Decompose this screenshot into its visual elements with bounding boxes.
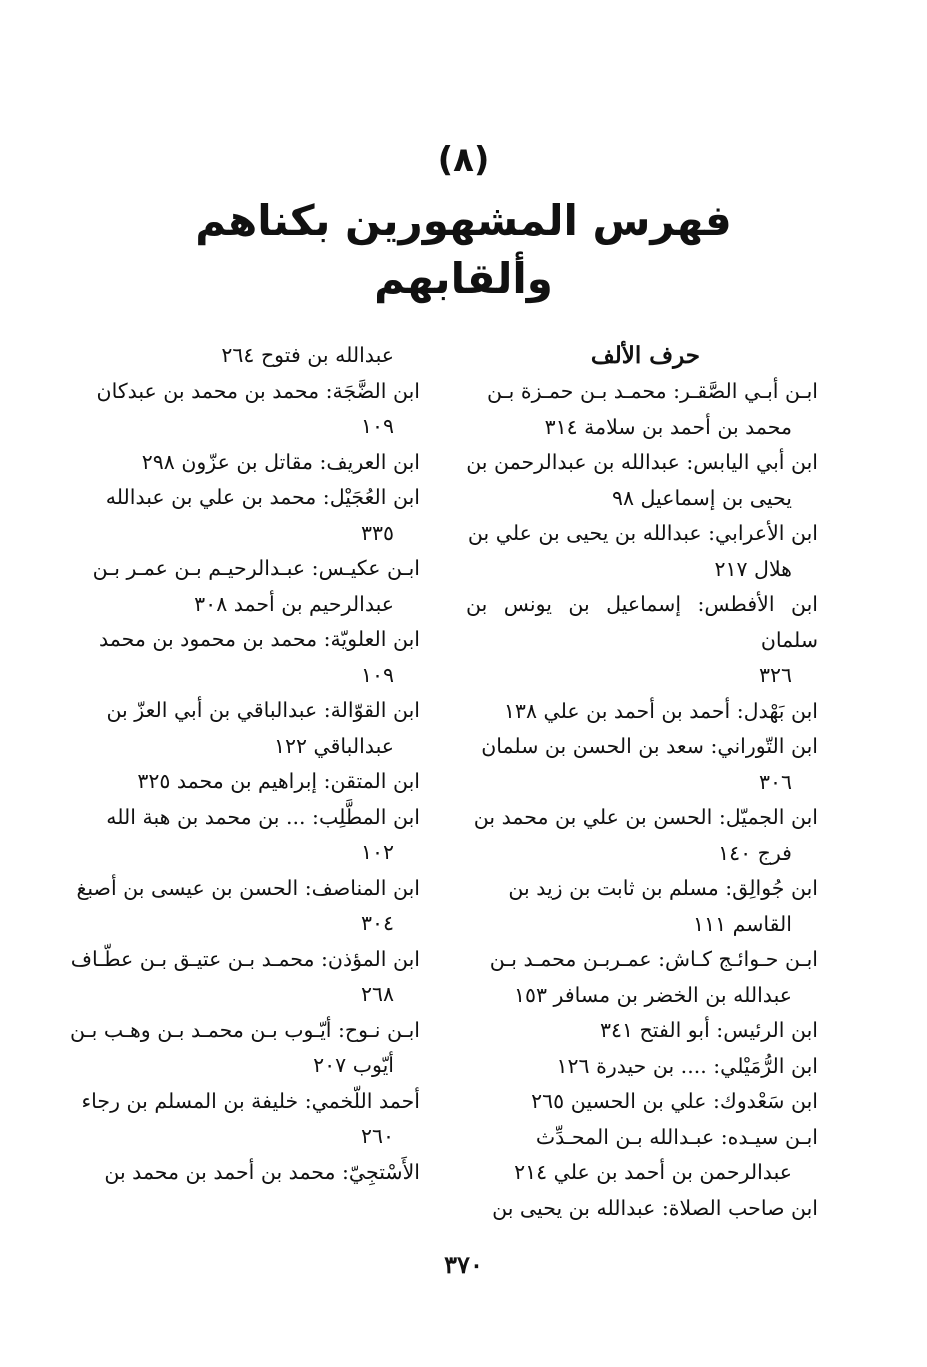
entry-line: ابن أبي اليابس: عبدالله بن عبدالرحمن بن [466,450,818,474]
index-entry [466,800,818,871]
entry-line: ابن التّوراني: سعد بن الحسن بن سلمان [481,734,818,758]
index-entry [466,445,818,516]
entry-line: ابـن سيـده: عبـدالله بـن المحـدِّث [535,1124,818,1149]
index-entry [66,374,420,445]
entry-line: ابـن حـوائـج كـاش: عمـربـن محمـد بـن [489,947,818,971]
title-line-1: فهرس المشهورين بكناهم [195,196,732,245]
entry-line: ابن صاحب الصلاة: عبدالله بن يحيى بن [492,1195,818,1220]
entry-line: أحمد اللّخمي: خليفة بن المسلم بن رجاء [81,1088,420,1113]
entry-continuation: ١٠٩ [360,414,394,438]
index-entry [66,480,420,551]
entry-continuation: أيّوب ٢٠٧ [313,1053,394,1077]
entry-continuation: ١٠٢ [360,840,394,864]
index-entry [466,1120,818,1191]
entry-continuation: عبدالله بن الخضر بن مسافر ١٥٣ [513,982,792,1007]
entry-line: ابن العُجَيْل: محمد بن علي بن عبدالله [105,485,420,509]
entry-continuation: عبدالباقي ١٢٢ [273,733,394,758]
index-entry [66,1084,420,1155]
entry-line: ابـن عكيـس: عبـدالرحيـم بـن عمـر بـن [92,556,420,580]
letter-heading: حرف الألف [590,342,700,369]
entry-continuation: القاسم ١١١ [693,911,792,936]
entry-continuation: ٣٠٤ [360,911,394,935]
right-column [466,338,818,1226]
entry-line: ابـن أبـي الصَّقـر: محمـد بـن حمـزة بـن [487,379,818,403]
entry-line: ابن الرُّمَيْلي: .... بن حيدرة ١٢٦ [556,1053,818,1078]
entry-continuation: ٣٣٥ [360,520,394,545]
index-entry [466,587,818,694]
index-entry [66,1155,420,1191]
index-entry [466,694,818,730]
entry-continuation: عبدالله بن فتوح ٢٦٤ [221,343,394,367]
entry-line: ابن العريف: مقاتل بن عزّون ٢٩٨ [141,449,420,474]
entry-continuation: عبدالرحمن بن أحمد بن علي ٢١٤ [514,1160,792,1184]
entry-continuation: ٢٦٨ [360,982,394,1006]
index-entry [466,942,818,1013]
section-number: (٨) [437,140,490,180]
index-entry [466,1049,818,1085]
entry-line: ابن الرئيس: أبو الفتح ٣٤١ [599,1018,818,1042]
page-number: ٣٧٠ [444,1250,483,1279]
entry-line: ابن المطَّلِب: ... بن محمد بن هبة الله [106,804,420,829]
index-entry [466,1013,818,1049]
entry-line: ابن الجميّل: الحسن بن علي بن محمد بن [473,805,818,829]
entry-line: ابن سَعْدوك: علي بن الحسين ٢٦٥ [531,1089,818,1113]
entry-line: ابن العلويّة: محمد بن محمود بن محمد [99,627,420,651]
left-column [66,338,420,1190]
entry-line: الأَسْتجِيّ: محمد بن أحمد بن محمد بن [104,1159,420,1184]
entry-continuation: ٢٦٠ [360,1124,394,1148]
entry-line: ابن بَهْدل: أحمد بن أحمد بن علي ١٣٨ [503,698,818,723]
title-line-2: وألقابهم [374,254,553,303]
index-entry [66,942,420,1013]
entry-line: ابـن نـوح: أيّـوب بـن محمـد بـن وهـب بـن [70,1017,420,1042]
entry-line: ابن الضَّجَة: محمد بن محمد بن عبدكان [96,378,420,403]
index-entry [66,338,420,374]
index-title [0,192,927,308]
entry-line: ابن القوّالة: عبدالباقي بن أبي العزّ بن [106,698,420,722]
index-entry [66,693,420,764]
entry-line: ابن المتقن: إبراهيم بن محمد ٣٢٥ [137,769,420,793]
index-entry [466,1191,818,1227]
index-entry [66,1013,420,1084]
entry-continuation: هلال ٢١٧ [714,556,792,581]
index-entry [66,622,420,693]
index-entry [466,729,818,800]
entry-continuation: ١٠٩ [360,662,394,687]
index-entry [466,374,818,445]
entry-line: ابن المؤذن: محمـد بـن عتيـق بـن عطّـاف [70,946,420,971]
index-entry [66,764,420,800]
index-entry [66,551,420,622]
entry-line: ابن الأعرابي: عبدالله بن يحيى بن علي بن [467,521,818,545]
entry-continuation: ٣٢٦ [758,663,792,687]
index-entry [66,445,420,481]
entry-continuation: ٣٠٦ [758,769,792,794]
entry-continuation: محمد بن أحمد بن سلامة ٣١٤ [544,414,792,439]
entry-line: ابن جُوالِق: مسلم بن ثابت بن زيد بن [508,876,818,900]
entry-continuation: فرج ١٤٠ [718,840,792,865]
index-entry [466,871,818,942]
entry-line: ابن المناصف: الحسن بن عيسى بن أصبغ [76,875,420,900]
entry-line: ابن الأفطس: إسماعيل بن يونس بن سلمان [466,592,818,652]
entry-continuation: عبدالرحيم بن أحمد ٣٠٨ [194,591,394,616]
index-entry [66,871,420,942]
index-entry [466,516,818,587]
index-entry [466,1084,818,1120]
index-entry [66,800,420,871]
entry-continuation: يحيى بن إسماعيل ٩٨ [611,485,792,510]
